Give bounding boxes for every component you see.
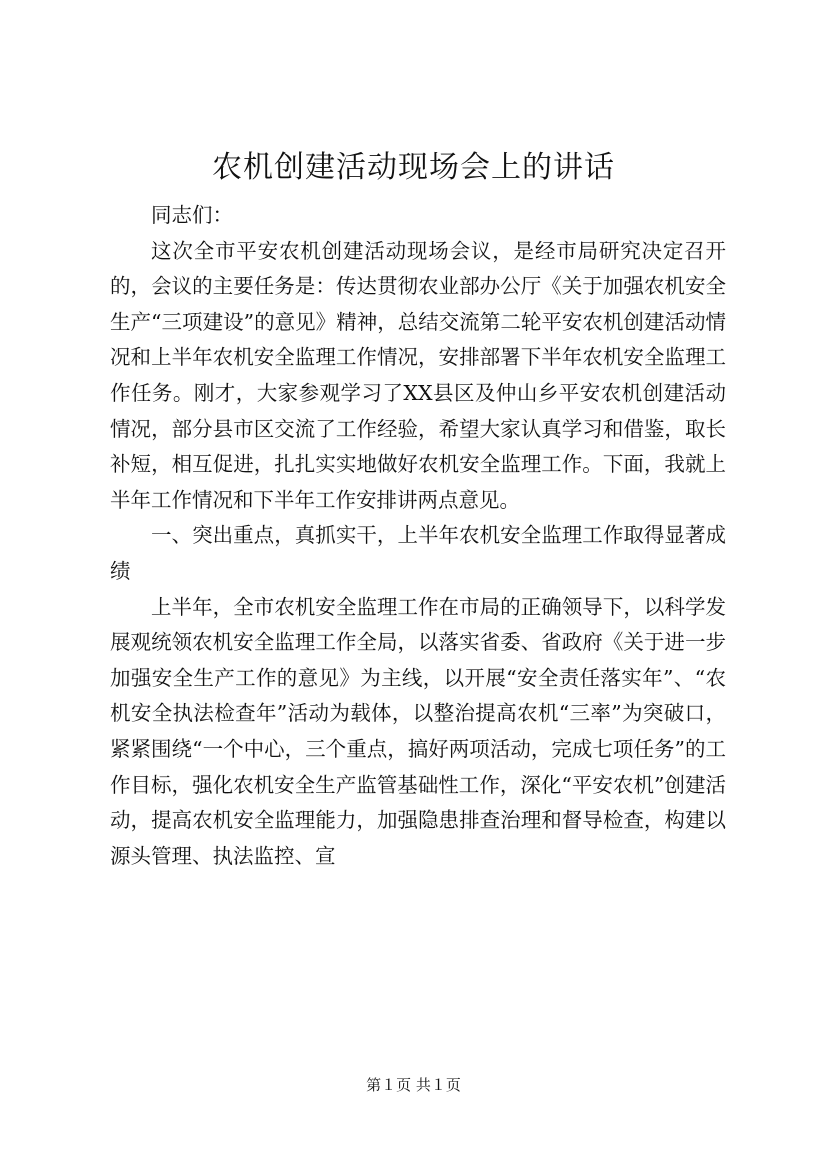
document-title: 农机创建活动现场会上的讲话 — [212, 150, 615, 185]
paragraph: 这次全市平安农机创建活动现场会议，是经市局研究决定召开的，会议的主要任务是：传达贯彻农业部办公厅《关于加强农机安全生产“三项建设”的意见》精神，总结交流第二轮平安农机创建活动情况和上半年农机安全监理工作情况，安排部署下半年农机安全监理工作任务。刚才，大家参观学习了XX县区及仲山乡平安农机创建活动情况，部分县市区交流了工作经验，希望大家认真学习和借鉴，取长补短，相互促进，扎扎实实地做好农机安全监理工作。下面，我就上半年工作情况和下半年工作安排讲两点意见。 — [110, 238, 726, 512]
paragraph: 上半年，全市农机安全监理工作在市局的正确领导下，以科学发展观统领农机安全监理工作全局，以落实省委、省政府《关于进一步加强安全生产工作的意见》为主线，以开展“安全责任落实年”、“农机安全执法检查年”活动为载体，以整治提高农机“三率”为突破口，紧紧围绕“一个中心，三个重点，搞好两项活动，完成七项任务”的工作目标，强化农机安全生产监管基础性工作，深化“平安农机”创建活动，提高农机安全监理能力，加强隐患排查治理和督导检查，构建以源头管理、执法监控、宣 — [110, 594, 726, 868]
section-heading: 一、突出重点，真抓实干，上半年农机安全监理工作取得显著成绩 — [110, 523, 726, 583]
page-footer: 第１页 共１页 — [366, 1076, 461, 1094]
document-body — [110, 198, 726, 874]
greeting: 同志们： — [151, 203, 233, 227]
